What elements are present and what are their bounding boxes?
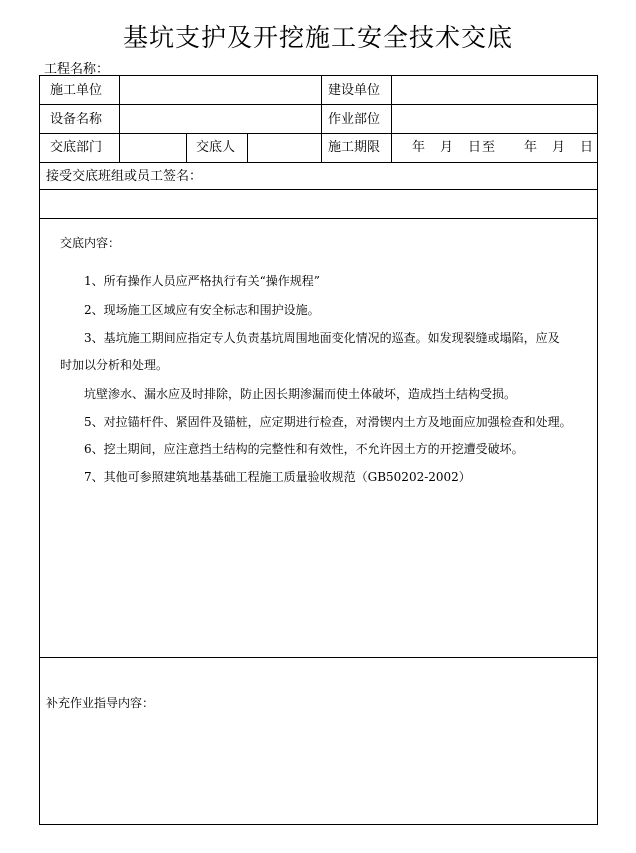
document-title: 基坑支护及开挖施工安全技术交底	[122, 23, 513, 52]
row-divider	[40, 657, 597, 658]
project-name-label: 工程名称：	[44, 62, 110, 77]
content-item: 5、对拉锚杆件、紧固件及锚桩，应定期进行检查，对滑锲内土方及地面应加强检查和处理。	[84, 415, 572, 429]
construction-unit-label: 施工单位	[50, 83, 103, 98]
content-item: 6、挖土期间，应注意挡土结构的完整性和有效性，不允许因土方的开挖遭受破坏。	[84, 442, 524, 456]
content-item: 时加以分析和处理。	[60, 358, 169, 372]
signature-label: 接受交底班组或员工签名：	[46, 169, 203, 184]
row-divider	[40, 189, 597, 190]
content-item: 1、所有操作人员应严格执行有关“操作规程”	[84, 274, 320, 288]
department-label: 交底部门	[50, 140, 103, 155]
column-divider	[391, 76, 392, 162]
column-divider	[247, 133, 248, 162]
work-location-label: 作业部位	[328, 112, 381, 127]
builder-unit-label: 建设单位	[328, 83, 381, 98]
column-divider	[119, 76, 120, 162]
supplement-label: 补充作业指导内容：	[46, 696, 155, 710]
row-divider	[40, 104, 597, 105]
period-field[interactable]: 年 月 日至 年 月 日	[412, 140, 595, 155]
content-item: 2、现场施工区域应有安全标志和围护设施。	[84, 303, 320, 317]
content-item: 3、基坑施工期间应指定专人负责基坑周围地面变化情况的巡查。如发现裂缝或塌陷，应及	[84, 331, 560, 345]
content-item: 坑壁渗水、漏水应及时排除，防止因长期渗漏而使土体破坏，造成挡土结构受损。	[84, 387, 517, 401]
presenter-label: 交底人	[196, 140, 236, 155]
period-label: 施工期限	[328, 140, 381, 155]
equipment-name-label: 设备名称	[50, 112, 103, 127]
content-item: 7、其他可参照建筑地基基础工程施工质量验收规范（GB50202-2002）	[84, 470, 471, 484]
content-heading: 交底内容：	[60, 236, 121, 250]
row-divider	[40, 218, 597, 219]
row-divider	[40, 162, 597, 163]
row-divider	[40, 133, 597, 134]
handover-form	[39, 75, 598, 825]
column-divider	[321, 76, 322, 162]
column-divider	[186, 133, 187, 162]
